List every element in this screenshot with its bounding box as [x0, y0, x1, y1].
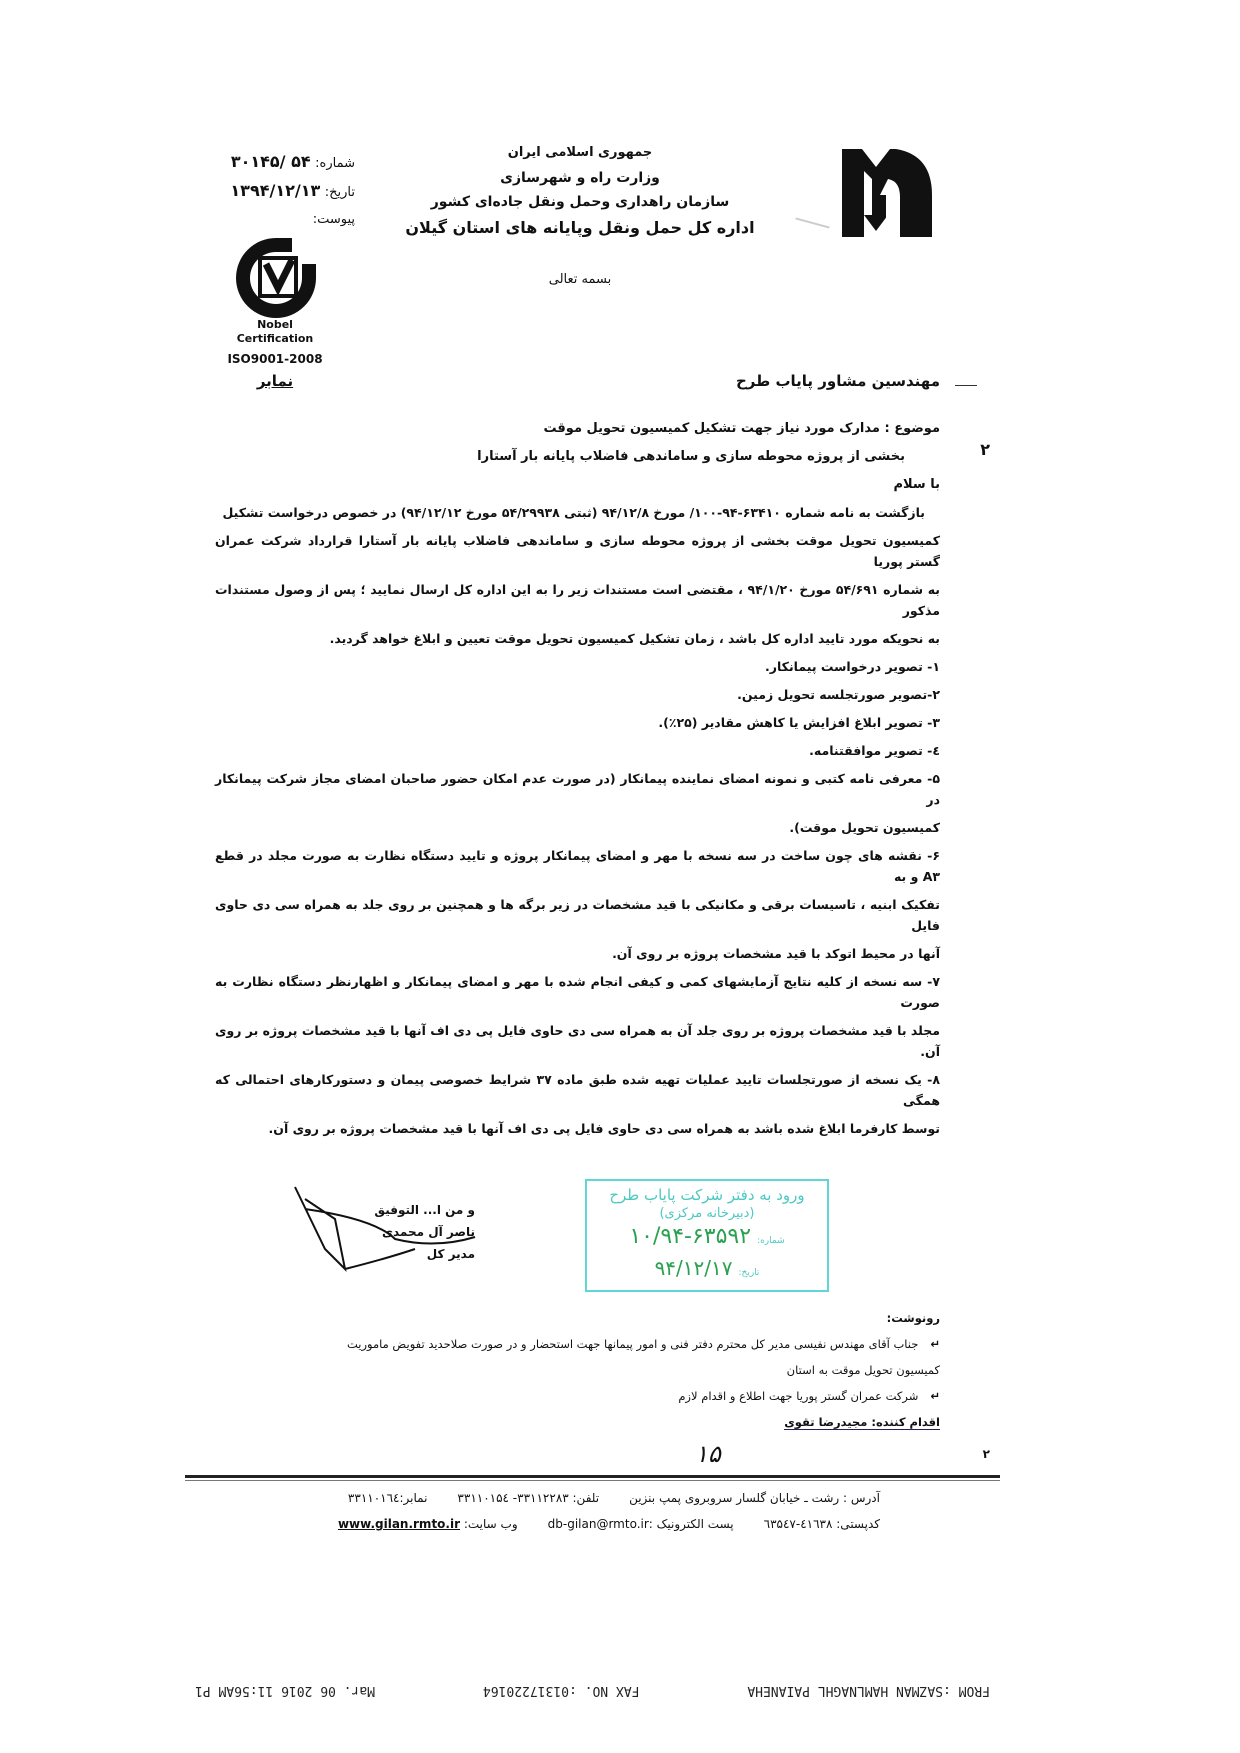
certification-name-2: Certification — [236, 332, 314, 345]
footer-phone: تلفن: ۳۳۱۱۲۲۸۳- ۳۳۱۱۰۱۵٤ — [457, 1491, 600, 1505]
date-value: ۱۳۹۴/۱۲/۱۳ — [230, 181, 321, 200]
footer-line-1 — [185, 1489, 1000, 1507]
signature-title: مدیر کل — [426, 1247, 475, 1261]
certification-name-1: Nobel — [257, 318, 293, 331]
signature-stamp-row — [185, 1159, 1000, 1309]
fax-header — [185, 1683, 1000, 1698]
letter-body — [185, 418, 1000, 1698]
list-item-continued: مجلد با قید مشخصات پروژه بر روی جلد آن به همراه سی دی حاوی فایل پی دی اف آنها با قید مشخصات پروژه بر روی آن. — [215, 1023, 940, 1059]
footer-website-link[interactable]: www.gilan.rmto.ir — [337, 1517, 461, 1531]
arrow-icon: ↵ — [930, 1337, 940, 1351]
letterhead-department: اداره کل حمل ونقل وپایانه های استان گیلان — [405, 218, 755, 237]
list-item: ۵- معرفی نامه کتبی و نمونه امضای نماینده پیمانکار (در صورت عدم امکان حضور صاحبان امضای مجاز شرکت پیمانکار در — [215, 771, 940, 807]
certification-name — [215, 318, 335, 346]
greeting: با سلام — [893, 477, 940, 492]
number-value: ۵۴ /۳۰۱۴۵ — [230, 152, 311, 171]
list-item: ۷- سه نسخه از کلیه نتایج آزمایشهای کمی و کیفی انجام شده با مهر و امضای پیمانکار و اظهارنظر دستگاه نظارت به صورت — [215, 974, 940, 1010]
cc-entry-2-text: شرکت عمران گستر پوریا جهت اطلاع و اقدام لازم — [678, 1389, 919, 1403]
margin-mark: ۲ — [980, 440, 990, 459]
footer-divider-thin — [185, 1480, 1000, 1481]
list-item: ۲-تصویر صورتجلسه تحویل زمین. — [737, 687, 940, 702]
footer-address: آدرس : رشت ـ خیابان گلسار سروبروی پمپ بنزین — [629, 1491, 880, 1505]
footer-line-2 — [185, 1515, 1000, 1533]
list-item-continued: آنها در محیط اتوکد با قید مشخصات پروژه بر روی آن. — [612, 946, 940, 961]
cc-section — [185, 1309, 1000, 1469]
list-item-continued: کمیسیون تحویل موقت). — [789, 820, 940, 835]
cc-entry-1-continued: کمیسیون تحویل موقت به استان — [786, 1363, 940, 1377]
footer-fax: نمابر:۳۳۱۱۰۱٦٤ — [347, 1491, 428, 1505]
cc-entry-text: جناب آقای مهندس نفیسی مدیر کل محترم دفتر فنی و امور پیمانها جهت استحضار و در صورت صلاحدید تفویض ماموریت — [346, 1337, 919, 1351]
received-stamp — [585, 1179, 829, 1292]
cc-entry-1 — [215, 1335, 940, 1353]
certification-logo — [232, 234, 320, 318]
date-label: تاریخ: — [324, 185, 355, 200]
letter-date — [155, 181, 355, 200]
footer-divider — [185, 1475, 1000, 1478]
footer-postal-code: کدپستی: ٤۱٦۳۸-٦۳۵٤۷ — [763, 1517, 880, 1531]
subject-line-2: بخشی از پروژه محوطه سازی و ساماندهی فاضلاب پایانه بار آستارا — [477, 449, 905, 464]
subject-section — [185, 418, 1000, 495]
stamp-date-label: تاریخ: — [738, 1268, 760, 1278]
signature-block — [335, 1199, 475, 1265]
footer-website-label: وب سایت: — [463, 1517, 518, 1531]
recipient-name: مهندسین مشاور پایاب طرح — [735, 372, 940, 390]
body-line-3: به شماره ۵۴/۶۹۱ مورخ ۹۴/۱/۲۰ ، مقتضی است مستندات زیر را به این اداره کل ارسال نمایید ؛ پس از وصول مستندات مذکور — [215, 582, 940, 618]
scan-mark — [795, 218, 829, 229]
letterhead-ministry: وزارت راه و شهرسازی — [500, 170, 660, 186]
signature-closing: و من ا... التوفیق — [374, 1203, 475, 1217]
letter-number — [155, 152, 355, 171]
list-item: ۶- نقشه های چون ساخت در سه نسخه با مهر و امضای پیمانکار پروژه و تایید دستگاه نظارت به صورت مجلد در قطع A۳ و به — [215, 848, 940, 884]
arrow-icon: ↵ — [930, 1389, 940, 1403]
fax-number: FAX NO. :01317220164 — [482, 1683, 640, 1698]
footer-email[interactable]: پست الکترونیک :db-gilan@rmto.ir — [547, 1517, 734, 1531]
fax-datetime: Mar. 06 2016 11:56AM P1 — [195, 1683, 376, 1698]
attachment-label: پیوست: — [312, 212, 355, 227]
fax-label: نمابر — [256, 372, 294, 390]
recipient — [560, 372, 940, 390]
handwritten-note: ۱۵ — [695, 1440, 721, 1468]
margin-mark: ۲ — [982, 1447, 990, 1461]
ministry-logo — [838, 145, 936, 241]
list-item: ۸- یک نسخه از صورتجلسات تایید عملیات تهیه شده طبق ماده ۳۷ شرایط خصوصی پیمان و دستورکارهای احتمالی که همگی — [215, 1072, 940, 1108]
body-section — [185, 502, 1000, 1139]
list-item: ۳- تصویر ابلاغ افزایش یا کاهش مقادیر (۲۵٪). — [658, 715, 940, 730]
body-line-1: بازگشت به نامه شماره ۶۳۴۱۰-۹۴-۱۰۰/ مورخ ۹۴/۱۲/۸ (ثبتی ۵۴/۲۹۹۳۸ مورخ ۹۴/۱۲/۱۲) در خصوص درخواست تشکیل — [222, 505, 925, 520]
stamp-date-value: ۹۴/۱۲/۱۷ — [654, 1256, 733, 1280]
list-item: ٤- تصویر موافقتنامه. — [809, 743, 940, 758]
fax-from: FROM :SAZMAN HAMLNAGHL PAIANEHA — [747, 1683, 990, 1698]
iso-standard: ISO9001-2008 — [227, 352, 323, 366]
body-line-2: کمیسیون تحویل موقت بخشی از پروژه محوطه سازی و ساماندهی فاضلاب پایانه بار آستارا قرارداد شرکت عمران گستر پوریا — [215, 533, 940, 569]
list-item-continued: توسط کارفرما ابلاغ شده باشد به همراه سی دی حاوی فایل پی دی اف آنها با قید مشخصات پروژه بر روی آن. — [268, 1121, 940, 1136]
stamp-number-value: ۱۰/۹۴-۶۳۵۹۲ — [629, 1224, 752, 1249]
invocation: بسمه تعالی — [548, 272, 612, 287]
cc-entry-2 — [215, 1387, 940, 1405]
subject-line-1: موضوع : مدارک مورد نیاز جهت تشکیل کمیسیون تحویل موقت — [543, 421, 940, 436]
stamp-subtitle: (دبیرخانه مرکزی) — [659, 1206, 755, 1221]
action-by — [215, 1413, 940, 1431]
stamp-number-label: شماره: — [757, 1236, 785, 1246]
body-line-4: به نحویکه مورد تایید اداره کل باشد ، زمان تشکیل کمیسیون تحویل موقت تعیین و ابلاغ خواهد گردید. — [329, 631, 940, 646]
list-item-continued: تفکیک ابنیه ، تاسیسات برقی و مکانیکی با قید مشخصات در زیر برگه ها و همچنین بر روی جلد به همراه سی دی حاوی فایل — [215, 897, 940, 933]
action-by-text: اقدام کننده: مجیدرضا تقوی — [784, 1415, 940, 1429]
letterhead-country: جمهوری اسلامی ایران — [507, 145, 653, 160]
cc-label: رونوشت: — [886, 1311, 940, 1325]
number-label: شماره: — [315, 156, 355, 171]
list-item: ۱- تصویر درخواست پیمانکار. — [765, 659, 940, 674]
letterhead-organization: سازمان راهداری وحمل ونقل جاده‌ای کشور — [430, 194, 730, 210]
stamp-title: ورود به دفتر شرکت پایاب طرح — [609, 1186, 805, 1204]
signature-name: ناصر آل محمدی — [381, 1225, 475, 1239]
recipient-dash — [955, 385, 977, 386]
